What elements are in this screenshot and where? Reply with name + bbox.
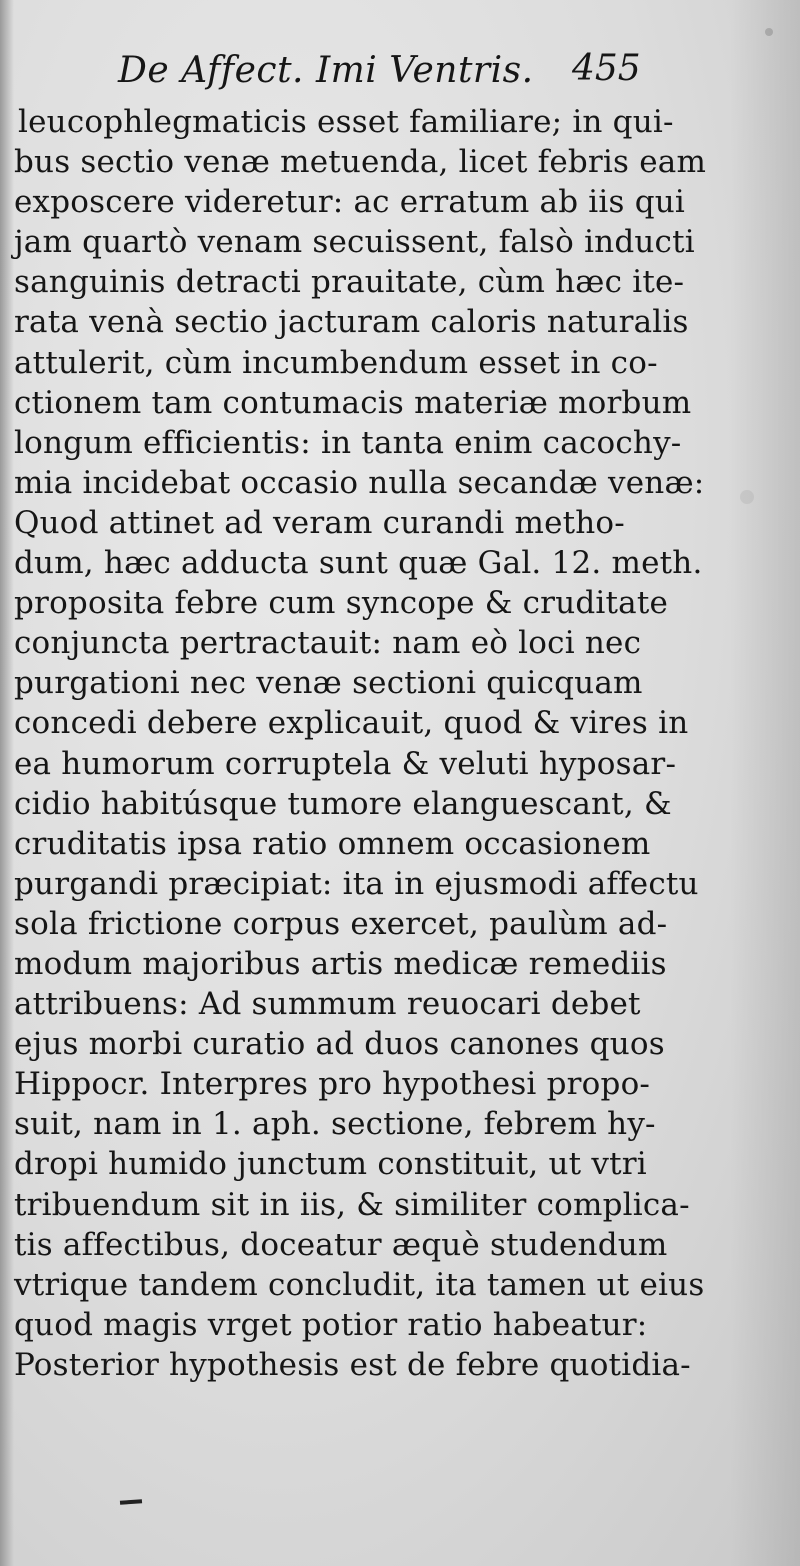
text-line: mia incidebat occasio nulla secandæ venæ:	[14, 464, 705, 501]
text-line: exposcere videretur: ac erratum ab iis qui	[14, 184, 686, 221]
running-title: De Affect. Imi Ventris.	[118, 50, 534, 91]
text-line: dum, hæc adducta sunt quæ Gal. 12. meth.	[14, 545, 703, 582]
text-line: suit, nam in 1. aph. sectione, febrem hy-	[14, 1106, 656, 1143]
text-line: rata venà sectio jacturam caloris naturalis	[14, 304, 689, 341]
text-line: cidio habitúsque tumore elanguescant, &	[14, 785, 672, 822]
text-line: longum efficientis: in tanta enim cacochy-	[14, 424, 682, 461]
paper-spot	[765, 28, 773, 36]
text-line: ea humorum corruptela & veluti hyposar-	[14, 745, 677, 782]
text-line: jam quartò venam secuissent, falsò inducti	[14, 224, 695, 261]
text-line: attribuens: Ad summum reuocari debet	[14, 986, 641, 1023]
text-line: purgationi nec venæ sectioni quicquam	[14, 665, 643, 702]
page-gutter-shadow	[0, 0, 14, 1566]
text-line: proposita febre cum syncope & cruditate	[14, 585, 669, 622]
text-line: Posterior hypothesis est de febre quotidia-	[14, 1346, 691, 1383]
text-line: cruditatis ipsa ratio omnem occasionem	[14, 825, 651, 862]
text-line: concedi debere explicauit, quod & vires in	[14, 705, 689, 742]
text-line: Quod attinet ad veram curandi metho-	[14, 504, 625, 541]
text-line: modum majoribus artis medicæ remediis	[14, 945, 667, 982]
paper-mark	[120, 1499, 142, 1505]
text-line: purgandi præcipiat: ita in ejusmodi affectu	[14, 865, 699, 902]
text-line: vtrique tandem concludit, ita tamen ut eius	[14, 1266, 705, 1303]
text-line: ejus morbi curatio ad duos canones quos	[14, 1026, 665, 1063]
text-line: tis affectibus, doceatur æquè studendum	[14, 1226, 668, 1263]
text-line: Hippocr. Interpres pro hypothesi propo-	[14, 1066, 651, 1103]
page-number: 455	[572, 48, 641, 89]
text-line: dropi humido junctum constituit, ut vtri	[14, 1146, 647, 1183]
text-line: sanguinis detracti prauitate, cùm hæc ite-	[14, 264, 685, 301]
text-line: leucophlegmaticis esset familiare; in qui-	[18, 104, 674, 140]
text-line: sola frictione corpus exercet, paulùm ad-	[14, 905, 668, 942]
page-header	[0, 46, 800, 106]
text-line: quod magis vrget potior ratio habeatur:	[14, 1306, 648, 1343]
paper-spot	[740, 490, 754, 504]
body-text	[14, 102, 707, 1385]
text-line: conjuncta pertractauit: nam eò loci nec	[14, 625, 642, 662]
page-edge-shadow	[730, 0, 800, 1566]
text-line: tribuendum sit in iis, & similiter complica-	[14, 1186, 690, 1223]
text-line: bus sectio venæ metuenda, licet febris eam	[14, 144, 707, 181]
text-line: ctionem tam contumacis materiæ morbum	[14, 384, 692, 421]
text-line: attulerit, cùm incumbendum esset in co-	[14, 344, 658, 381]
